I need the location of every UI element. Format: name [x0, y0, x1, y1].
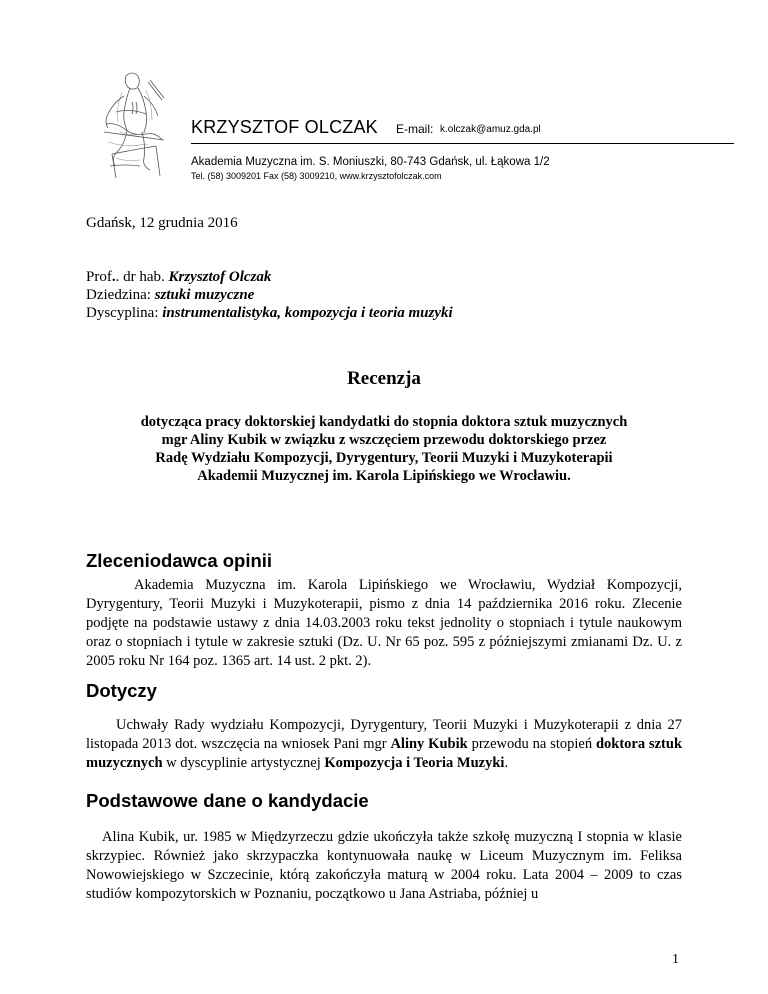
violinist-sketch-image — [86, 62, 186, 182]
degree-name: doktora sztuk muzycznych — [86, 736, 683, 771]
page-number: 1 — [672, 952, 679, 967]
subtitle-line: Radę Wydziału Kompozycji, Dyrygentury, Teorii Muzyki i Muzykoterapii — [155, 450, 613, 466]
section-heading-basic: Podstawowe dane o kandydacie — [86, 790, 369, 811]
section-text-basic — [86, 828, 682, 904]
discipline-label: Dyscyplina: — [86, 305, 163, 321]
header-divider — [191, 143, 734, 144]
reviewer-line — [86, 268, 271, 286]
basic-text: Alina Kubik, ur. 1985 w Międzyrzeczu gdzie ukończyła także szkołę muzyczną I stopnia w klasie skrzypiec. Również jako skrzypaczka kontynuowała naukę w Liceum Muzycznym im. Feliksa Nowowiejskiego w Szczecinie, którą zakończyła maturą w 2004 roku. Lata 2004 – 2009 to czas studiów kompozytorskich w Poznaniu, początkowo u Jana Astriaba, później u — [86, 829, 682, 902]
reviewer-name: Krzysztof Olczak — [168, 269, 272, 285]
reviewer-degree: . dr hab. — [115, 269, 169, 285]
field-line — [86, 286, 254, 304]
document-subtitle — [86, 413, 682, 485]
section-text-order — [86, 576, 682, 671]
header-address: Akademia Muzyczna im. S. Moniuszki, 80-743 Gdańsk, ul. Łąkowa 1/2 — [191, 156, 550, 168]
subtitle-line: Akademii Muzycznej im. Karola Lipińskiego we Wrocławiu. — [197, 468, 571, 484]
discipline-line — [86, 304, 453, 322]
header-author-name: KRZYSZTOF OLCZAK — [191, 117, 378, 137]
header-contact: Tel. (58) 3009201 Fax (58) 3009210, www.krzysztofolczak.com — [191, 171, 442, 181]
concern-text-b: przewodu na stopień — [467, 736, 596, 752]
section-text-concern — [86, 716, 682, 773]
section-heading-concern: Dotyczy — [86, 680, 157, 701]
candidate-name: Aliny Kubik — [390, 736, 468, 752]
section-heading-order: Zleceniodawca opinii — [86, 550, 273, 571]
discipline-value: instrumentalistyka, kompozycja i teoria muzyki — [162, 305, 453, 321]
header-email-label: E-mail: — [396, 122, 434, 136]
subtitle-line: dotycząca pracy doktorskiej kandydatki do stopnia doktora sztuk muzycznych — [140, 414, 628, 430]
header-email[interactable]: k.olczak@amuz.gda.pl — [440, 124, 541, 135]
discipline-name: Kompozycja i Teoria Muzyki — [324, 755, 505, 771]
order-text: Akademia Muzyczna im. Karola Lipińskiego we Wrocławiu, Wydział Kompozycji, Dyrygentury, Teorii Muzyki i Muzykoterapii, pismo z dnia 14 października 2016 roku. Zlecenie podjęte na podstawie ustawy z dnia 14.03.2003 roku tekst jednolity o stopniach i tytule naukowym oraz o stopniach i tytule w zakresie sztuki (Dz. U. Nr 65 poz. 595 z późniejszymi zmianami Dz. U. z 2005 roku Nr 164 poz. 1365 art. 14 ust. 2 pkt. 2). — [86, 577, 682, 669]
reviewer-title-dot: . — [111, 269, 116, 285]
concern-text-a: Uchwały Rady wydziału Kompozycji, Dyrygentury, Teorii Muzyki i Muzykoterapii z dnia 27 listopada 2013 dot. wszczęcia na wniosek Pani mgr — [86, 717, 682, 752]
subtitle-line: mgr Aliny Kubik w związku z wszczęciem przewodu doktorskiego przez — [161, 432, 607, 448]
document-title: Recenzja — [347, 368, 421, 389]
reviewer-title-prefix: Prof — [86, 269, 112, 285]
field-label: Dziedzina: — [86, 287, 155, 303]
field-value: sztuki muzyczne — [154, 287, 255, 303]
concern-text-d: . — [504, 755, 509, 771]
place-date: Gdańsk, 12 grudnia 2016 — [86, 215, 238, 231]
concern-text-c: w dyscyplinie artystycznej — [162, 755, 325, 771]
